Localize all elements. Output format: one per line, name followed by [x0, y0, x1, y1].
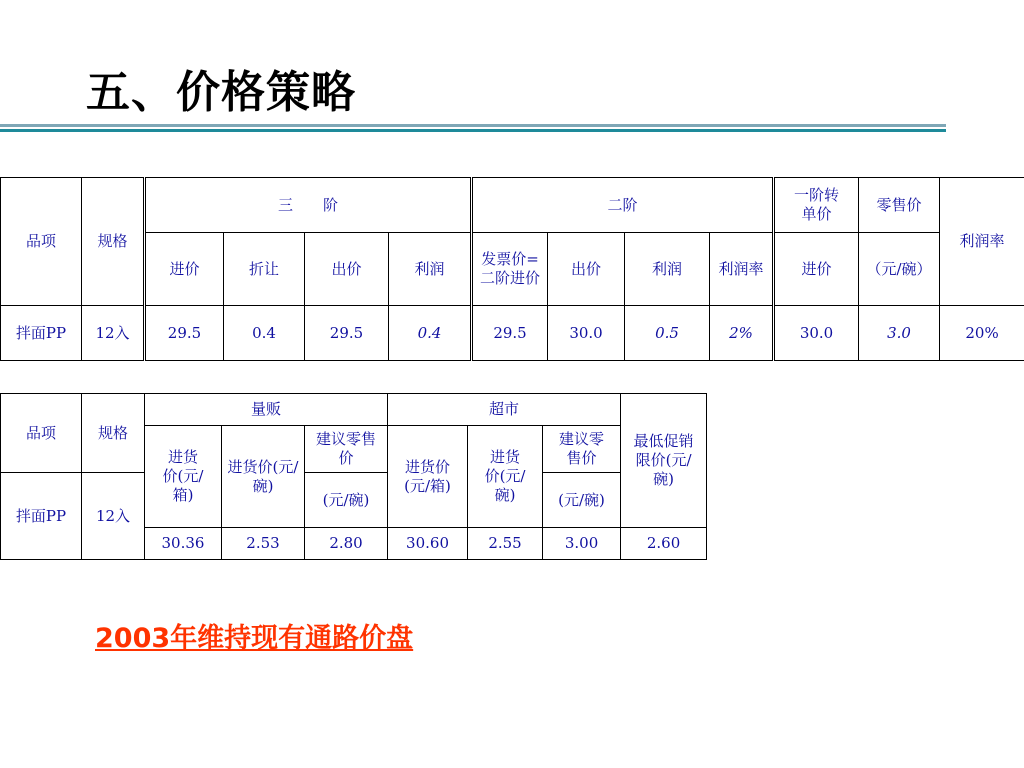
sub-retail-unit: (元/碗) [305, 473, 388, 528]
table-cell: 3.00 [543, 528, 621, 560]
header-second-tier: 二阶 [472, 178, 774, 233]
table-cell: 拌面PP [1, 306, 82, 361]
sub-suggested-retail-2: 建议零售价 [543, 426, 621, 473]
sub-suggested-retail: 建议零售价 [305, 426, 388, 473]
sub-case-price: 进货价(元/箱) [145, 426, 222, 528]
table-cell: 0.4 [224, 306, 305, 361]
sub-bowl-price-2: 进货价(元/碗) [468, 426, 543, 528]
sub-case-price-2: 进货价(元/箱) [388, 426, 468, 528]
sub-sell-price: 出价 [305, 233, 389, 306]
header-retail-price: 零售价 [859, 178, 940, 233]
table-cell: 20% [940, 306, 1024, 361]
table-cell: 12入 [82, 473, 145, 560]
sub-discount: 折让 [224, 233, 305, 306]
sub-bowl-price: 进货价(元/碗) [222, 426, 305, 528]
table-cell: 2.53 [222, 528, 305, 560]
table-cell: 0.5 [625, 306, 710, 361]
header-supermarket: 超市 [388, 394, 621, 426]
table-cell: 2% [710, 306, 774, 361]
sub-purchase-price: 进价 [145, 233, 224, 306]
sub-invoice-price: 发票价=二阶进价 [472, 233, 548, 306]
table-cell: 29.5 [305, 306, 389, 361]
header-min-promo-price: 最低促销限价(元/碗) [621, 394, 707, 528]
table-cell: 30.0 [548, 306, 625, 361]
header-hypermarket: 量贩 [145, 394, 388, 426]
title-divider [0, 124, 946, 132]
header-margin-rate: 利润率 [940, 178, 1024, 306]
header-spec: 规格 [82, 178, 145, 306]
footer-note: 2003年维持现有通路价盘 [95, 623, 414, 654]
price-structure-table [0, 177, 1024, 361]
table-cell: 30.36 [145, 528, 222, 560]
table-cell: 2.55 [468, 528, 543, 560]
sub-retail-unit: （元/碗） [859, 233, 940, 306]
sub-profit-2: 利润 [625, 233, 710, 306]
table-cell: 3.0 [859, 306, 940, 361]
sub-profit: 利润 [389, 233, 472, 306]
sub-margin-rate: 利润率 [710, 233, 774, 306]
sub-sell-price-2: 出价 [548, 233, 625, 306]
table-cell: 29.5 [472, 306, 548, 361]
table-cell: 30.0 [774, 306, 859, 361]
channel-price-table [0, 393, 707, 560]
page-title: 五、价格策略 [86, 67, 356, 118]
header-item: 品项 [1, 394, 82, 473]
table-cell: 29.5 [145, 306, 224, 361]
table-cell: 0.4 [389, 306, 472, 361]
table-cell: 2.60 [621, 528, 707, 560]
sub-retail-unit-2: (元/碗) [543, 473, 621, 528]
header-third-tier: 三 阶 [145, 178, 472, 233]
header-spec: 规格 [82, 394, 145, 473]
table-cell: 30.60 [388, 528, 468, 560]
table-cell: 拌面PP [1, 473, 82, 560]
table-cell: 2.80 [305, 528, 388, 560]
sub-purchase-price-3: 进价 [774, 233, 859, 306]
table-cell: 12入 [82, 306, 145, 361]
header-first-tier-price: 一阶转单价 [774, 178, 859, 233]
header-item: 品项 [1, 178, 82, 306]
